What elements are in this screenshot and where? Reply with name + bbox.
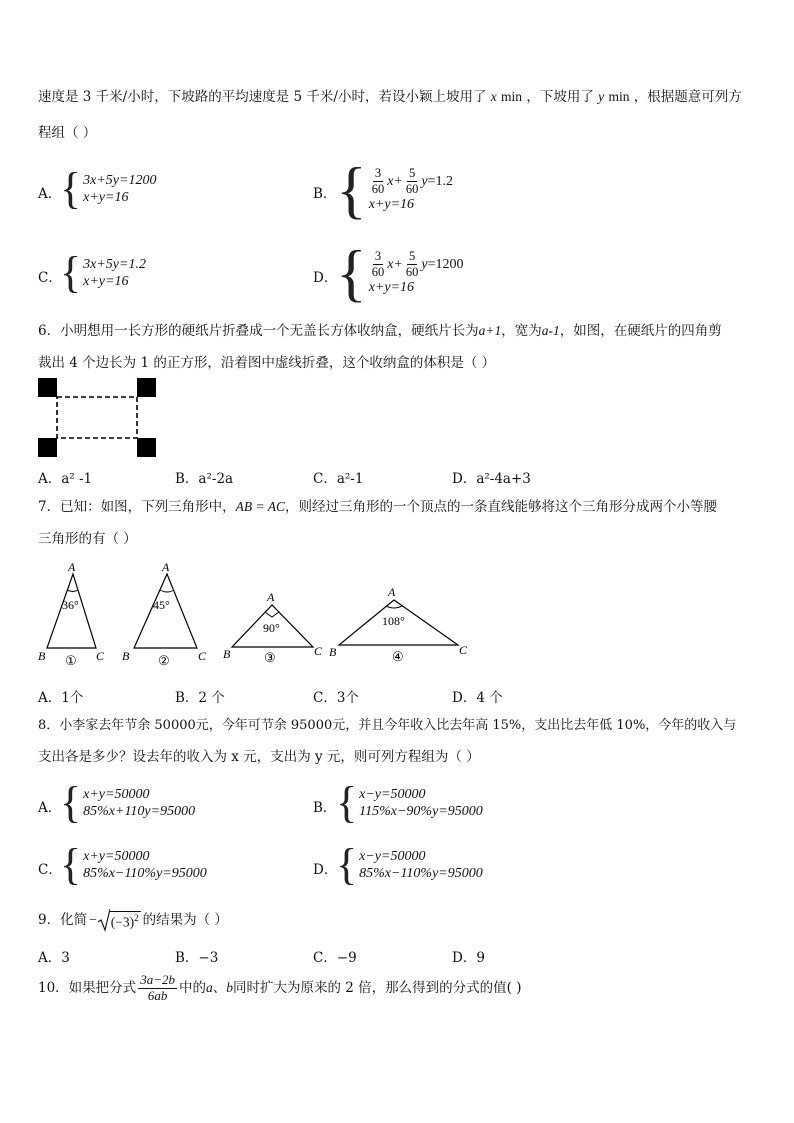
q7-line2: 三角形的有（ ） — [38, 531, 137, 547]
sqrt-sign-icon — [98, 908, 110, 932]
q8-option-b-system: { x−y=50000 115%x−90%y=95000 — [336, 778, 483, 827]
triangle-3-label-b: B — [223, 647, 231, 661]
q7-option-b[interactable]: B．2 个 — [175, 690, 225, 706]
corner-square-top-left — [38, 378, 57, 397]
triangle-2-label-b: B — [122, 649, 130, 663]
triangle-1-label-c: C — [96, 649, 105, 663]
triangle-2-number: ② — [158, 653, 170, 668]
triangle-3-angle: 90° — [263, 621, 280, 635]
q9-line: 9．化简 − $(-3)^2$ 的结果为（ ） — [38, 908, 228, 932]
triangle-1-label-a: A — [68, 560, 76, 574]
q10-fraction: $\frac{3a-2b}{6ab}$ — [140, 972, 175, 1003]
cardboard-diagram — [38, 378, 160, 460]
triangle-4-angle: 108° — [382, 614, 405, 628]
sqrt-radicand: $(-3)^2$ — [110, 913, 139, 930]
triangle-3-number: ③ — [264, 650, 276, 665]
q8-option-d-system: { x−y=50000 85%x−110%y=95000 — [336, 840, 483, 889]
q8-line2: 支出各是多少？设去年的收入为 x 元，支出为 y 元，则可列方程组为（ ） — [38, 749, 480, 765]
q5-option-b-system: { $\frac{3}{60}$ x+ $\frac{5}{60}$ y =1.2 x+y=16 — [336, 154, 454, 225]
q7-option-c[interactable]: C．3个 — [313, 690, 359, 706]
fold-dashed-line — [57, 397, 137, 438]
q6-option-b[interactable]: B．a²-2a — [175, 471, 234, 487]
q6-option-c[interactable]: C．a²-1 — [313, 471, 364, 487]
q8-line1: 8．小李家去年节余 50000元，今年可节余 95000元，并且今年收入比去年高 15%，支出比去年低 10%，今年的收入与 — [38, 718, 737, 733]
triangle-2-label-a: A — [162, 560, 170, 574]
q8-option-c-system: { x+y=50000 85%x−110%y=95000 — [60, 840, 207, 889]
triangle-2-label-c: C — [198, 649, 207, 663]
q9-option-c[interactable]: C．−9 — [313, 950, 357, 966]
q6-option-a[interactable]: A．a² -1 — [38, 471, 93, 487]
corner-square-bottom-right — [137, 438, 156, 457]
q5-option-a-label[interactable]: A． — [38, 186, 62, 202]
q6-option-d[interactable]: D．a²-4a+3 — [452, 471, 531, 487]
q5-option-c-system: { 3x+5y=1.2 x+y=16 — [60, 248, 146, 297]
q6-line2: 裁出 4 个边长为 1 的正方形，沿着图中虚线折叠，这个收纳盒的体积是（ ） — [38, 355, 496, 371]
corner-square-top-right — [137, 378, 156, 397]
q10-line: 10．如果把分式 $\frac{3a-2b}{6ab}$ 中的 a 、 b 同时扩大为原来的 2 倍，那么得到的分式的值( ) — [38, 972, 522, 1003]
triangle-1 — [38, 560, 105, 668]
q8-option-b-label[interactable]: B． — [313, 800, 337, 816]
q9-option-d[interactable]: D．9 — [452, 950, 485, 966]
q8-option-c-label[interactable]: C． — [38, 862, 62, 878]
triangle-4-label-a: A — [388, 585, 396, 599]
q6-line1: 6．小明想用一长方形的硬纸片折叠成一个无盖长方体收纳盒，硬纸片长为a+1，宽为a-1，如图，在硬纸片的四角剪 — [38, 323, 722, 339]
q5-option-d-label[interactable]: D． — [313, 270, 338, 286]
q9-option-b[interactable]: B．−3 — [175, 950, 219, 966]
q5-line2: 程组（ ） — [38, 125, 97, 141]
q5-option-b-label[interactable]: B． — [313, 186, 337, 202]
q8-option-a-system: { x+y=50000 85%x+110y=95000 — [60, 778, 196, 827]
q7-option-a[interactable]: A．1个 — [38, 690, 84, 706]
q9-option-a[interactable]: A．3 — [38, 950, 70, 966]
q5-option-d-system: { $\frac{3}{60}$ x+ $\frac{5}{60}$ y =1200 x+y=16 — [336, 237, 464, 308]
corner-square-bottom-left — [38, 438, 57, 457]
triangle-3 — [223, 590, 323, 665]
triangle-2-angle: 45° — [153, 598, 170, 612]
triangle-1-number: ① — [65, 653, 77, 668]
q5-option-a-system: { 3x+5y=1200 x+y=16 — [60, 164, 157, 213]
q8-option-d-label[interactable]: D． — [313, 862, 338, 878]
triangle-4 — [329, 585, 468, 664]
triangle-3-label-a: A — [267, 590, 275, 604]
q5-option-c-label[interactable]: C． — [38, 270, 62, 286]
triangle-4-label-c: C — [459, 643, 468, 657]
triangle-3-label-c: C — [314, 644, 323, 658]
triangle-4-label-b: B — [329, 645, 337, 659]
q7-line1: 7．已知：如图，下列三角形中，AB = AC，则经过三角形的一个顶点的一条直线能够将这个三角形分成两个小等腰 — [38, 499, 717, 515]
triangle-1-label-b: B — [38, 649, 46, 663]
q5-line1: 速度是 3 千米/小时，下坡路的平均速度是 5 千米/小时，若设小颖上坡用了 x min ，下坡用了 y min ，根据题意可列方 — [38, 89, 742, 105]
triangle-figures — [30, 558, 480, 670]
triangle-1-angle: 36° — [62, 598, 79, 612]
triangle-4-number: ④ — [392, 649, 404, 664]
q8-option-a-label[interactable]: A． — [38, 800, 62, 816]
q7-option-d[interactable]: D．4 个 — [452, 690, 503, 706]
triangle-2 — [122, 560, 207, 668]
